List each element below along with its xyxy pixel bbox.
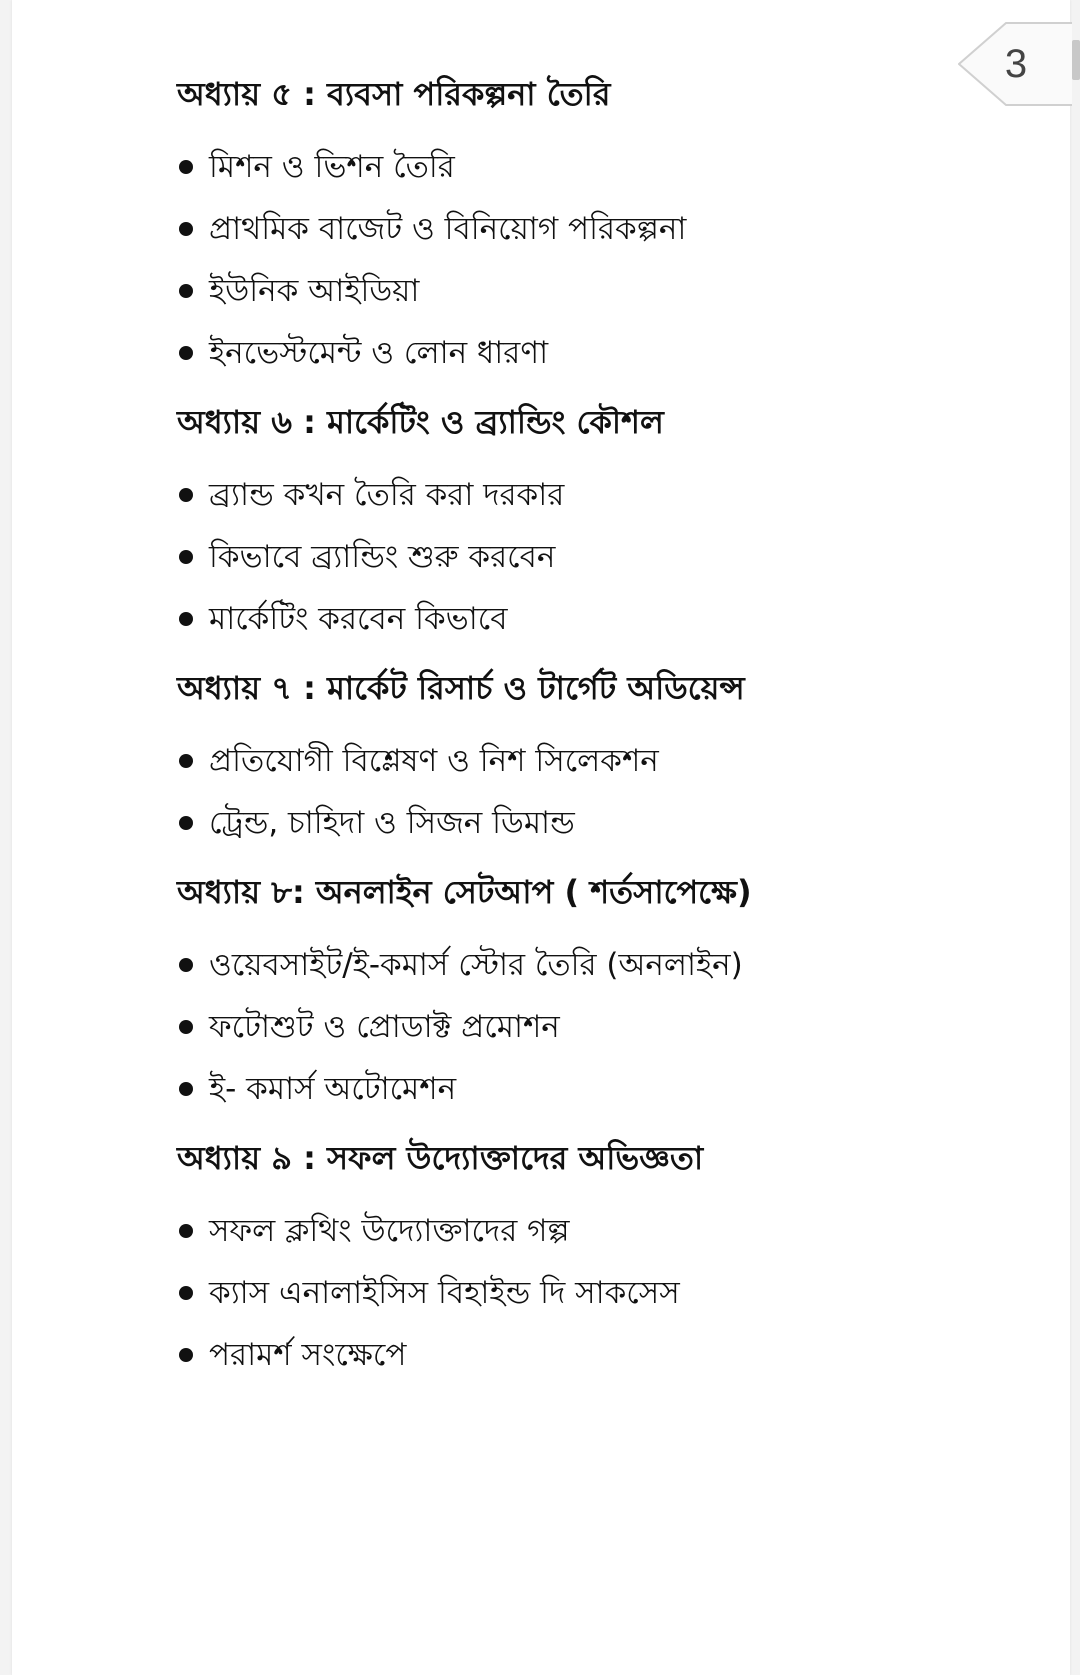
topic-label: ব্র্যান্ড কখন তৈরি করা দরকার	[209, 477, 565, 513]
topic-label: পরামর্শ সংক্ষেপে	[209, 1337, 407, 1373]
bullet-icon	[179, 160, 193, 174]
topic-item	[177, 260, 977, 322]
chapter-title: অধ্যায় ৫ : ব্যবসা পরিকল্পনা তৈরি	[177, 75, 611, 113]
page-number: 3	[1004, 42, 1028, 86]
topic-item	[177, 464, 977, 526]
topic-label: প্রতিযোগী বিশ্লেষণ ও নিশ সিলেকশন	[209, 743, 659, 779]
topic-item	[177, 792, 977, 854]
topic-item	[177, 1058, 977, 1120]
chapter-title: অধ্যায় ৬ : মার্কেটিং ও ব্র্যান্ডিং কৌশল	[177, 403, 664, 441]
topic-item	[177, 1262, 977, 1324]
topic-item	[177, 526, 977, 588]
topic-item	[177, 1324, 977, 1386]
topic-label: ট্রেন্ড, চাহিদা ও সিজন ডিমান্ড	[209, 805, 575, 841]
bullet-icon	[179, 1224, 193, 1238]
bullet-icon	[179, 1020, 193, 1034]
topic-list	[177, 1200, 977, 1386]
topic-label: মার্কেটিং করবেন কিভাবে	[209, 601, 508, 637]
topic-item	[177, 996, 977, 1058]
bullet-icon	[179, 1286, 193, 1300]
bullet-icon	[179, 346, 193, 360]
topic-label: মিশন ও ভিশন তৈরি	[209, 149, 455, 185]
chapter-7	[177, 664, 977, 854]
chapter-title: অধ্যায় ৭ : মার্কেট রিসার্চ ও টার্গেট অডিয়েন্স	[177, 669, 745, 707]
chapter-5	[177, 70, 977, 384]
chapter-title: অধ্যায় ৯ : সফল উদ্যোক্তাদের অভিজ্ঞতা	[177, 1139, 704, 1177]
topic-item	[177, 1200, 977, 1262]
bullet-icon	[179, 1082, 193, 1096]
topic-label: ক্যাস এনালাইসিস বিহাইন্ড দি সাকসেস	[209, 1275, 680, 1311]
chapter-9	[177, 1134, 977, 1386]
topic-item	[177, 730, 977, 792]
topic-label: ইউনিক আইডিয়া	[209, 273, 420, 309]
topic-list	[177, 464, 977, 650]
topic-label: ইনভেস্টমেন্ট ও লোন ধারণা	[209, 335, 549, 371]
topic-label: প্রাথমিক বাজেট ও বিনিয়োগ পরিকল্পনা	[209, 211, 687, 247]
topic-label: ওয়েবসাইট/ই-কমার্স স্টোর তৈরি (অনলাইন)	[209, 947, 743, 983]
topic-item	[177, 322, 977, 384]
bullet-icon	[179, 1348, 193, 1362]
document-page	[12, 0, 1070, 1675]
topic-item	[177, 934, 977, 996]
chapter-6	[177, 398, 977, 650]
bullet-icon	[179, 612, 193, 626]
topic-list	[177, 730, 977, 854]
vertical-scrollbar[interactable]	[1072, 0, 1080, 1675]
topic-item	[177, 588, 977, 650]
table-of-contents	[177, 70, 977, 1400]
topic-item	[177, 136, 977, 198]
bullet-icon	[179, 816, 193, 830]
bullet-icon	[179, 284, 193, 298]
bullet-icon	[179, 550, 193, 564]
bullet-icon	[179, 958, 193, 972]
topic-label: ফটোশুট ও প্রোডাক্ট প্রমোশন	[209, 1009, 560, 1045]
chapter-8	[177, 868, 977, 1120]
bullet-icon	[179, 222, 193, 236]
topic-label: ই- কমার্স অটোমেশন	[209, 1071, 457, 1107]
bullet-icon	[179, 488, 193, 502]
bullet-icon	[179, 754, 193, 768]
scrollbar-thumb[interactable]	[1072, 40, 1080, 80]
topic-list	[177, 136, 977, 384]
topic-label: কিভাবে ব্র্যান্ডিং শুরু করবেন	[209, 539, 556, 575]
chapter-title: অধ্যায় ৮: অনলাইন সেটআপ ( শর্তসাপেক্ষে)	[177, 873, 752, 911]
topic-item	[177, 198, 977, 260]
topic-list	[177, 934, 977, 1120]
topic-label: সফল ক্লথিং উদ্যোক্তাদের গল্প	[209, 1213, 570, 1249]
